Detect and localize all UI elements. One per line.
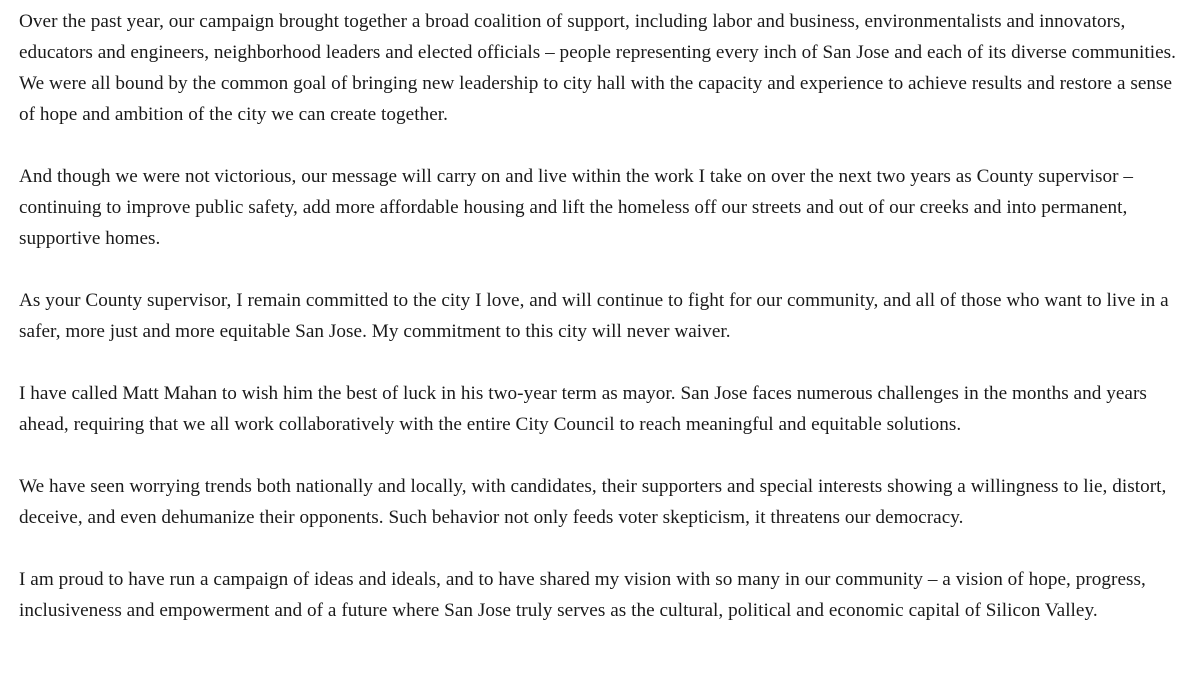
paragraph-commitment: As your County supervisor, I remain committed to the city I love, and will continue to fight for our community, and all of those who want to live in a safer, more just and more equitable San Jose. My commitment to this city will never waiver. — [19, 290, 1169, 342]
paragraph-trends: We have seen worrying trends both nationally and locally, with candidates, their supporters and special interests showing a willingness to lie, distort, deceive, and even dehumanize their opponents. Such behavior not only feeds voter skepticism, it threatens our democracy. — [19, 476, 1167, 528]
paragraph-coalition: Over the past year, our campaign brought together a broad coalition of support, including labor and business, environmentalists and innovators, educators and engineers, neighborhood leaders and elected officials – people representing every inch of San Jose and each of its diverse communities. We were all bound by the common goal of bringing new leadership to city hall with the capacity and experience to achieve results and restore a sense of hope and ambition of the city we can create together. — [19, 11, 1176, 125]
paragraph-vision: I am proud to have run a campaign of ideas and ideals, and to have shared my vision with so many in our community – a vision of hope, progress, inclusiveness and empowerment and of a future where San Jose truly serves as the cultural, political and economic capital of Silicon Valley. — [19, 569, 1146, 621]
paragraph-message: And though we were not victorious, our message will carry on and live within the work I take on over the next two years as County supervisor – continuing to improve public safety, add more affordable housing and lift the homeless off our streets and out of our creeks and into permanent, supportive homes. — [19, 166, 1134, 249]
paragraph-concession: I have called Matt Mahan to wish him the best of luck in his two-year term as mayor. San Jose faces numerous challenges in the months and years ahead, requiring that we all work collaboratively with the entire City Council to reach meaningful and equitable solutions. — [19, 383, 1147, 435]
statement-body — [19, 6, 1187, 657]
